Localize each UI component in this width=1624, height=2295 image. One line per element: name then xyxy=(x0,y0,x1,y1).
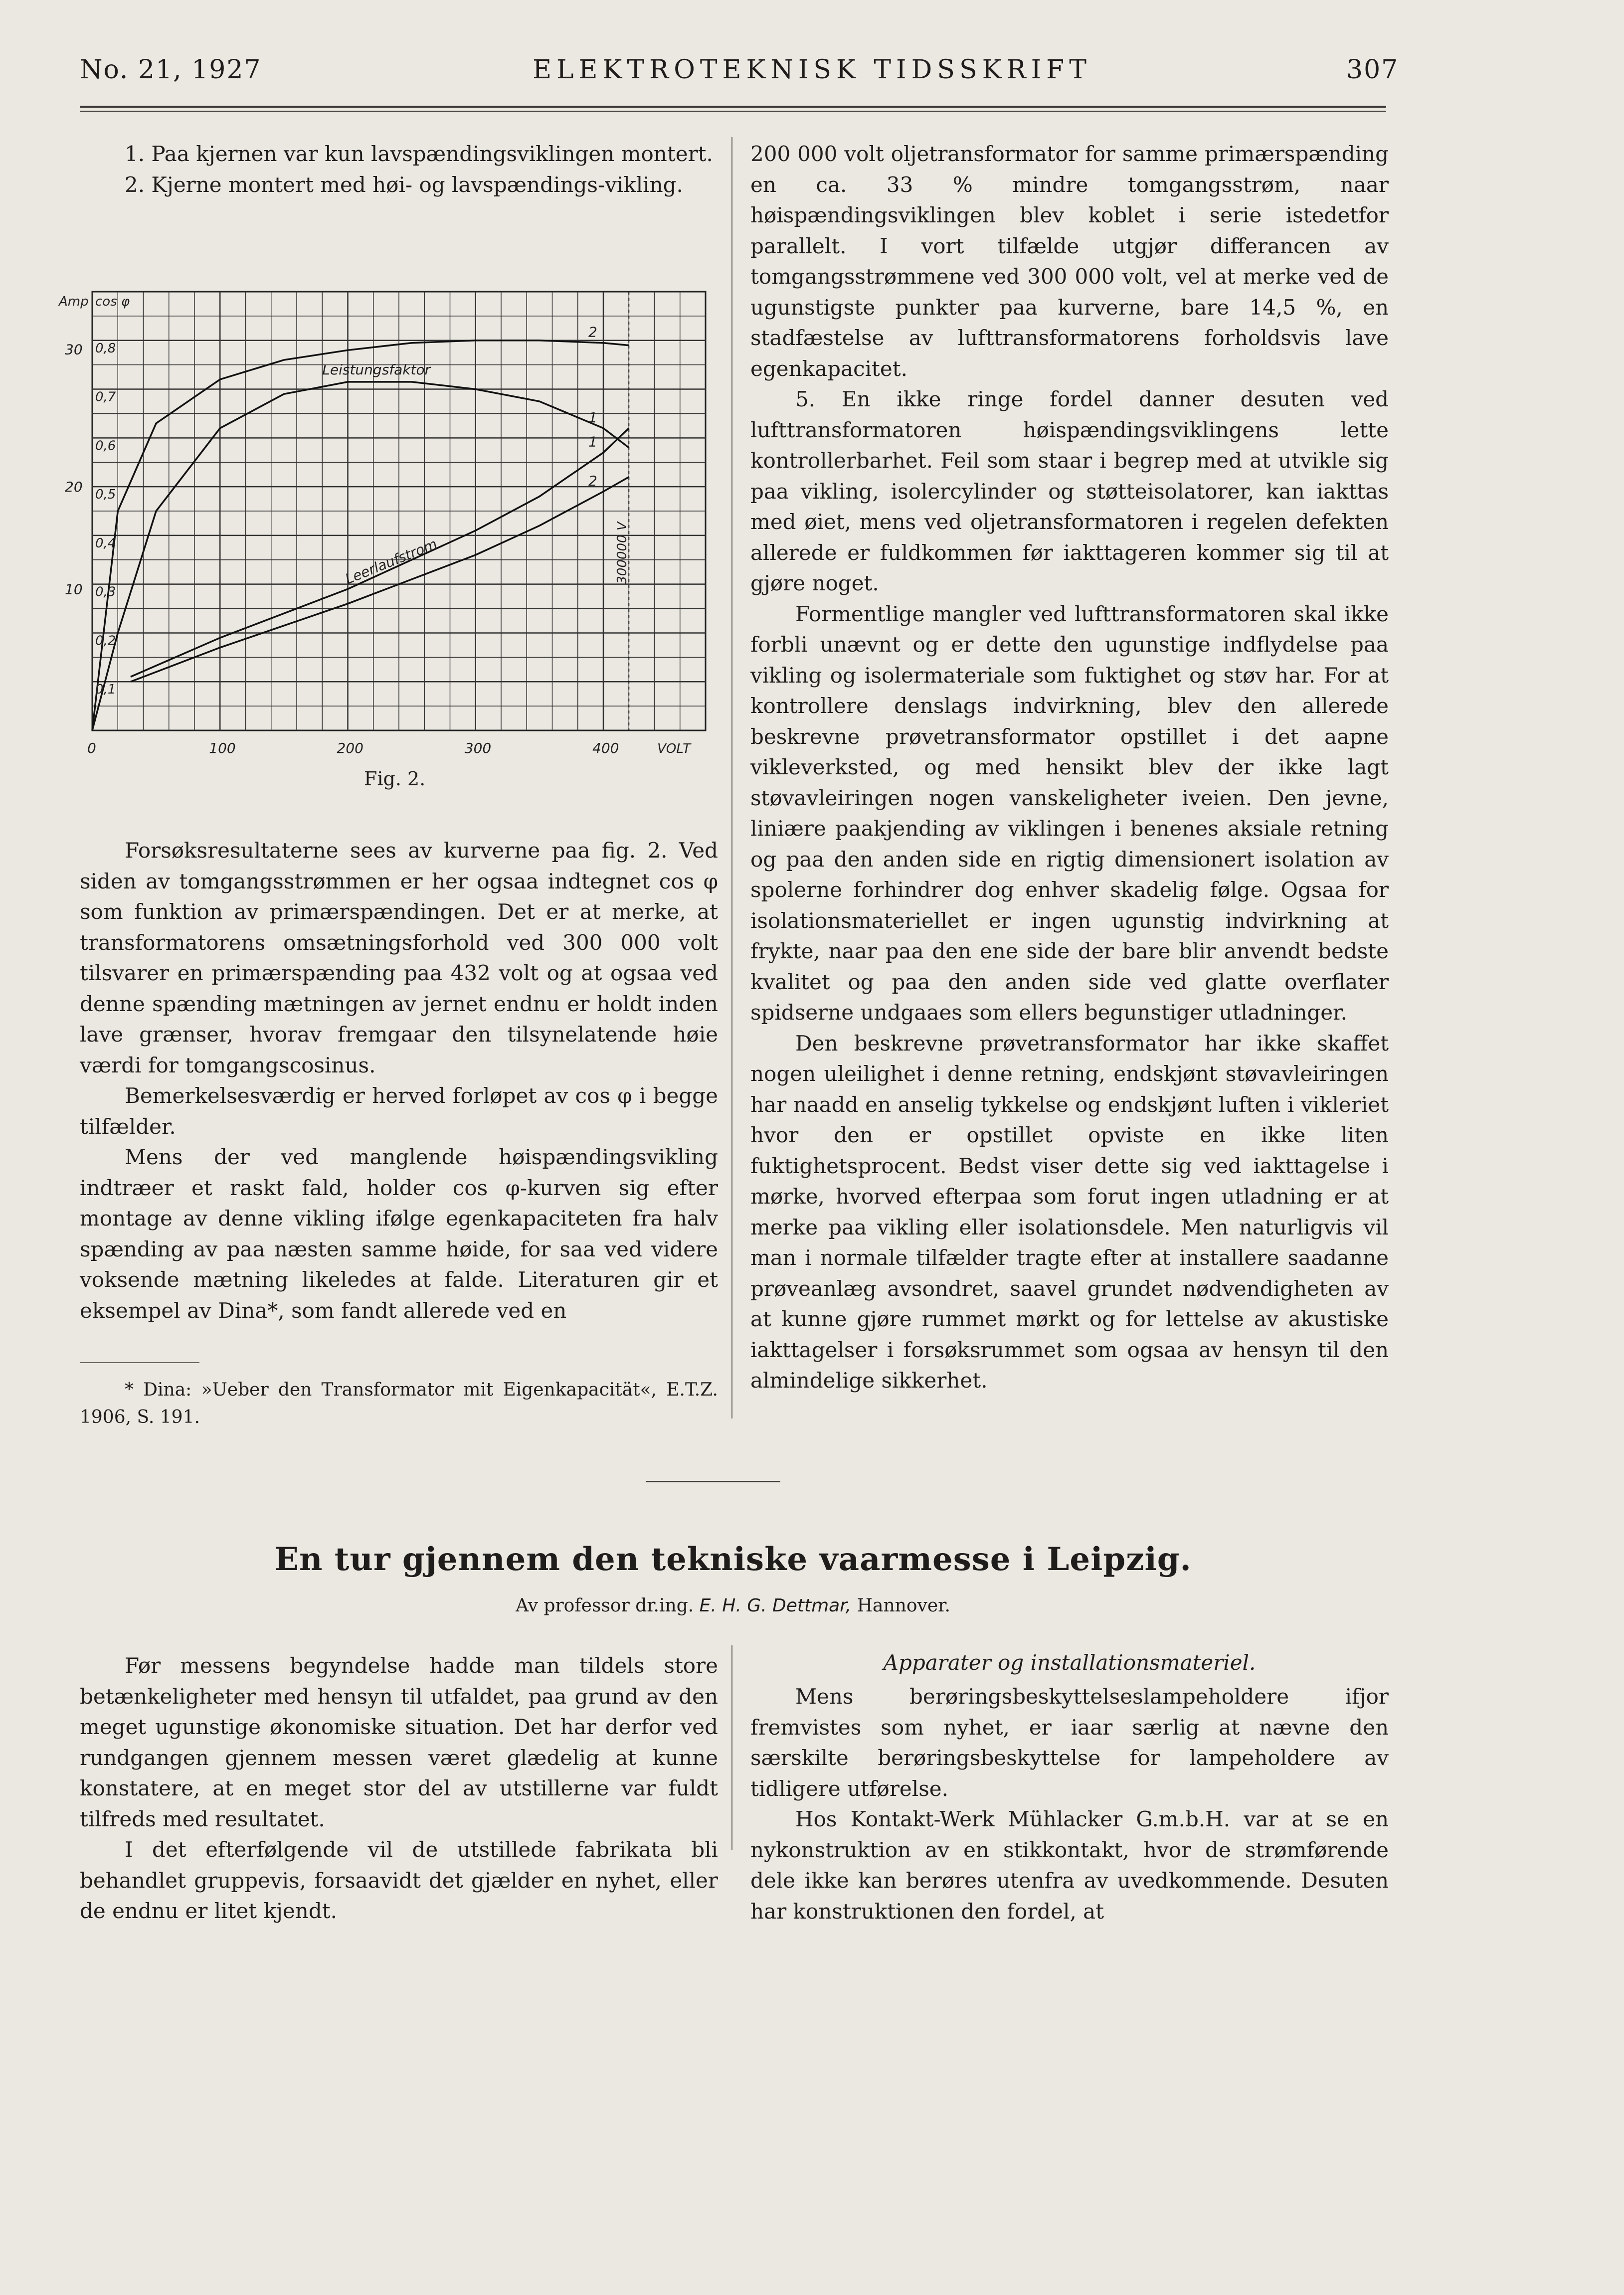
left-column-top xyxy=(80,139,718,200)
page-number: 307 xyxy=(1346,55,1399,85)
article-separator xyxy=(646,1481,780,1482)
author-location: Hannover. xyxy=(857,1595,950,1616)
paragraph: 5. En ikke ringe fordel danner desuten ved lufttransformatoren høispændingsviklingens lette kontrollerbarhet. Feil som staar i begrep med at utvikle sig paa vikling, isolercylinder og støtteisolatorer, kan iakttas med øiet, mens ved oljetransformatoren i regelen defekten allerede er fuldkommen før iakttageren kommer sig til at gjøre noget. xyxy=(750,387,1389,595)
paragraph: Den beskrevne prøvetransformator har ikke skaffet nogen uleilighet i denne retning, endskjønt støvavleiringen har naadd en anselig tykkelse og endskjønt luften i vikleriet hvor den er opstillet opviste en ikke liten fuktighetsprocent. Bedst viser dette sig ved iakttagelse i mørke, hvorved efterpaa som forut ingen utladning er at merke paa vikling eller isolationsdele. Men naturligvis vil man i normale tilfælder tragte efter at installere saadanne prøveanlæg avsondret, saavel grundet nødvendigheten av at kunne gjøre rummet mørkt og for lettelse av akustiske iakttagelser i forsøksrummet som ogsaa av hensyn til den almindelige sikkerhet. xyxy=(750,1031,1389,1393)
footnote-rule xyxy=(80,1362,199,1363)
idle-current-label: Leerlaufstrom xyxy=(343,535,440,588)
column-divider-bottom xyxy=(731,1645,732,1850)
curve-number-label: 2 xyxy=(588,472,597,489)
cos-tick-label: 0,6 xyxy=(95,438,116,454)
column-divider xyxy=(731,137,732,1418)
article-byline xyxy=(80,1595,1386,1616)
x-tick-label: 0 xyxy=(87,740,96,756)
issue-number: No. 21, 1927 xyxy=(80,55,262,85)
author-name: E. H. G. Dettmar, xyxy=(699,1595,852,1616)
curve-number-label: 1 xyxy=(588,409,597,426)
amp-tick-label: 30 xyxy=(65,341,83,358)
figure-2 xyxy=(55,284,718,758)
paragraph: Mens berøringsbeskyttelseslampeholdere ifjor fremvistes som nyhet, er iaar særlig at nævne den særskilte berøringsbeskyttelse for lampeholdere av tidligere utførelse. xyxy=(750,1684,1389,1801)
curve-leerlaufstrom-1 xyxy=(131,428,629,677)
paragraph: Formentlige mangler ved lufttransformatoren skal ikke forbli unævnt og er dette den ugunstige indflydelse paa vikling og isolermateriale som fuktighet og støv har. For at kontrollere denslags indvirkning, blev den allerede beskrevne prøvetransformator opstillet i det aapne vikleverksted, og med hensikt blev der ikke lagt støvavleiringen nogen vanskeligheter iveien. Den jevne, liniære paakjending av viklingen i benenes aksiale retning og paa den anden side en rigtig dimensionert isolation av spolerne forhindrer dog enhver skadelig følge. Ogsaa for isolationsmateriellet er ingen ugunstig indvirkning at frykte, naar paa den ene side der bare blir anvendt bedste kvalitet og paa den anden side ved glatte overflater spidserne undgaaes som ellers begunstiger utladninger. xyxy=(750,601,1389,1025)
x-tick-label: 100 xyxy=(209,740,236,756)
amp-tick-label: 10 xyxy=(65,581,83,598)
cos-tick-label: 0,7 xyxy=(95,389,116,405)
curve-number-label: 2 xyxy=(588,324,597,341)
paragraph: Hos Kontakt-Werk Mühlacker G.m.b.H. var at se en nykonstruktion av en stikkontakt, hvor de strømførende dele ikke kan berøres utenfra av uvedkommende. Desuten har konstruktionen den fordel, at xyxy=(750,1807,1389,1924)
cos-tick-label: 0,8 xyxy=(95,341,116,356)
footnote: * Dina: »Ueber den Transformator mit Eigenkapacität«, E.T.Z. 1906, S. 191. xyxy=(80,1380,718,1427)
list-item-2: 2. Kjerne montert med høi- og lavspændings-vikling. xyxy=(125,172,683,197)
curve-leistungsfaktor-1 xyxy=(92,382,629,730)
journal-title: ELEKTROTEKNISK TIDSSKRIFT xyxy=(533,55,1091,85)
header-rule xyxy=(80,106,1386,108)
section-subheading: Apparater og installationsmateriel. xyxy=(883,1650,1256,1675)
left-column-body xyxy=(80,835,718,1326)
cos-tick-label: 0,3 xyxy=(95,584,116,600)
amp-axis-label: Amp xyxy=(59,294,89,309)
article2-right-column xyxy=(750,1681,1389,1927)
article2-left-column xyxy=(80,1650,718,1927)
amp-tick-label: 20 xyxy=(65,479,83,496)
paragraph: Bemerkelsesværdig er herved forløpet av cos φ i begge tilfælder. xyxy=(80,1083,718,1139)
paragraph: Forsøksresultaterne sees av kurverne paa fig. 2. Ved siden av tomgangsstrømmen er her ogsaa indtegnet cos φ som funktion av primærspændingen. Det er at merke, at transformatorens omsætningsforhold ved 300 000 volt tilsvarer en primærspænding paa 432 volt og at ogsaa ved denne spænding mætningen av jernet endnu er holdt inden lave grænser, hvorav fremgaar den tilsynelatende høie værdi for tomgangscosinus. xyxy=(80,838,718,1077)
cos-axis-label: cos φ xyxy=(95,294,130,309)
chart-labels xyxy=(58,294,692,756)
x-axis-label: VOLT xyxy=(657,741,691,756)
byline-prefix: Av professor dr.ing. xyxy=(516,1595,694,1616)
paragraph: 200 000 volt oljetransformator for samme primærspænding en ca. 33 % mindre tomgangsstrøm, naar høispændingsviklingen blev koblet i serie istedetfor parallelt. I vort tilfælde utgjør differancen av tomgangsstrømmene ved 300 000 volt, vel at merke ved de ugunstigste punkter paa kurverne, bare 14,5 %, en stadfæstelse av lufttransformatorens forholdsvis lave egenkapacitet. xyxy=(750,142,1389,381)
x-tick-label: 300 xyxy=(464,740,492,756)
paragraph: Før messens begyndelse hadde man tildels store betænkeligheter med hensyn til utfaldet, paa grund av den meget ugunstige økonomiske situation. Det har derfor ved rundgangen gjennem messen været glædelig at kunne konstatere, at en meget stor del av utstillerne var fuldt tilfreds med resultatet. xyxy=(80,1653,718,1831)
x-tick-label: 200 xyxy=(337,740,363,756)
chart-grid xyxy=(92,292,706,730)
header-rule-thin xyxy=(80,111,1386,112)
cos-tick-label: 0,4 xyxy=(95,535,116,551)
article-title: En tur gjennem den tekniske vaarmesse i Leipzig. xyxy=(274,1541,1192,1578)
cos-tick-label: 0,2 xyxy=(95,633,116,649)
power-factor-label: Leistungsfaktor xyxy=(322,361,431,378)
figure-2-chart xyxy=(55,284,718,758)
curve-number-label: 1 xyxy=(588,433,597,450)
curve-leerlaufstrom-2 xyxy=(131,477,629,682)
paragraph: I det efterfølgende vil de utstillede fabrikata bli behandlet gruppevis, forsaavidt det gjælder en nyhet, eller de endnu er litet kjendt. xyxy=(80,1837,718,1923)
paragraph: Mens der ved manglende høispændingsvikling indtræer et raskt fald, holder cos φ-kurven sig efter montage av denne vikling ifølge egenkapaciteten fra halv spænding av paa næsten samme høide, for saa ved videre voksende mætning likeledes at falde. Literaturen gir et eksempel av Dina*, som fandt allerede ved en xyxy=(80,1145,718,1323)
cos-tick-label: 0,5 xyxy=(95,487,116,503)
right-column-top xyxy=(750,139,1389,1396)
voltage-mark-label: 300000 V xyxy=(615,522,630,584)
list-item-1: 1. Paa kjernen var kun lavspændingsviklingen montert. xyxy=(125,142,713,166)
figure-caption: Fig. 2. xyxy=(364,768,426,790)
cos-tick-label: 0,1 xyxy=(95,682,116,698)
x-tick-label: 400 xyxy=(592,740,619,756)
